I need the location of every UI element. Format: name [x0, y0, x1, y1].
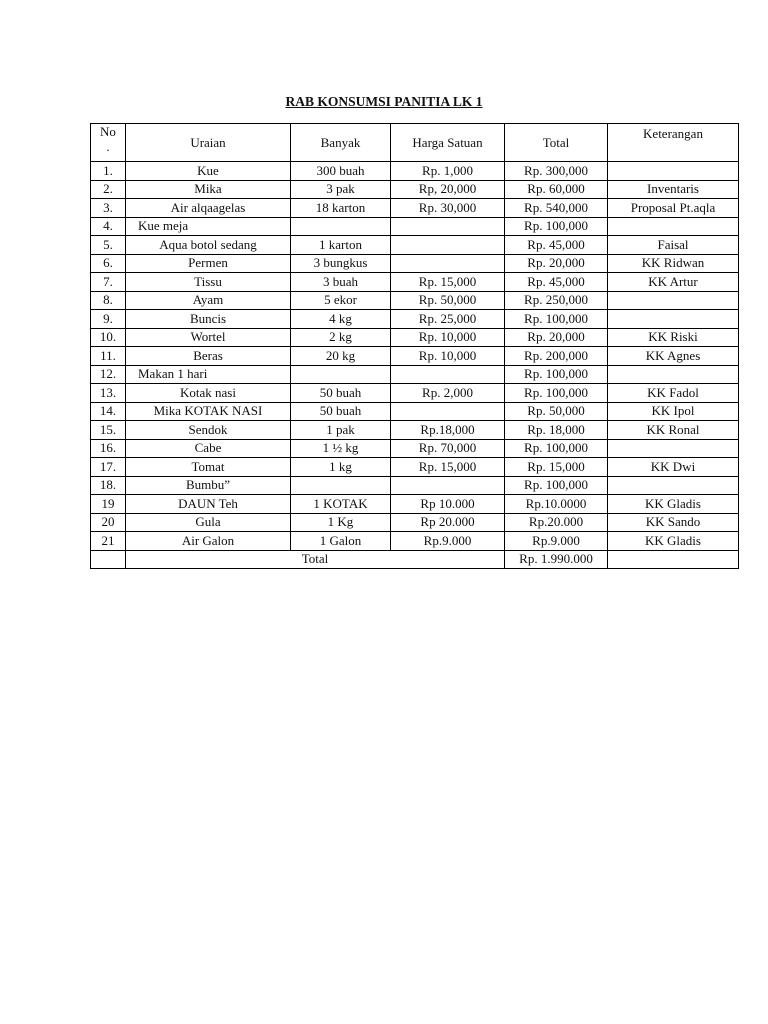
cell-banyak: 1 Kg: [291, 513, 391, 532]
cell-harga-satuan: [391, 476, 505, 495]
cell-harga-satuan: Rp. 10,000: [391, 347, 505, 366]
cell-total: Rp. 100,000: [505, 384, 608, 403]
header-total: Total: [505, 124, 608, 162]
cell-keterangan: KK Sando: [608, 513, 739, 532]
table-row: [91, 476, 739, 495]
cell-no: 17.: [91, 458, 126, 477]
cell-keterangan: KK Gladis: [608, 532, 739, 551]
cell-banyak: 1 ½ kg: [291, 439, 391, 458]
table-total-row: [91, 550, 739, 569]
cell-banyak: 3 pak: [291, 180, 391, 199]
cell-keterangan: KK Riski: [608, 328, 739, 347]
cell-uraian: Permen: [126, 254, 291, 273]
cell-harga-satuan: [391, 217, 505, 236]
cell-uraian: Mika: [126, 180, 291, 199]
cell-total: Rp. 60,000: [505, 180, 608, 199]
cell-banyak: 300 buah: [291, 162, 391, 181]
table-row: [91, 180, 739, 199]
cell-banyak: 2 kg: [291, 328, 391, 347]
cell-uraian: Makan 1 hari: [126, 365, 291, 384]
cell-harga-satuan: Rp.18,000: [391, 421, 505, 440]
cell-total: Rp. 15,000: [505, 458, 608, 477]
header-no: [91, 124, 126, 162]
cell-total: Rp. 100,000: [505, 217, 608, 236]
cell-harga-satuan: Rp. 70,000: [391, 439, 505, 458]
cell-keterangan: KK Dwi: [608, 458, 739, 477]
cell-banyak: [291, 217, 391, 236]
cell-uraian: Tissu: [126, 273, 291, 292]
cell-total: Rp. 20,000: [505, 328, 608, 347]
cell-keterangan: KK Ronal: [608, 421, 739, 440]
cell-total: Rp.20.000: [505, 513, 608, 532]
cell-banyak: 18 karton: [291, 199, 391, 218]
cell-banyak: [291, 365, 391, 384]
cell-uraian: Aqua botol sedang: [126, 236, 291, 255]
table-row: [91, 439, 739, 458]
cell-total: Rp. 100,000: [505, 476, 608, 495]
cell-total: Rp. 300,000: [505, 162, 608, 181]
cell-total: Rp. 540,000: [505, 199, 608, 218]
cell-no: 19: [91, 495, 126, 514]
table-row: [91, 495, 739, 514]
table-row: [91, 254, 739, 273]
cell-uraian: Gula: [126, 513, 291, 532]
cell-uraian: Mika KOTAK NASI: [126, 402, 291, 421]
cell-harga-satuan: [391, 402, 505, 421]
table-row: [91, 365, 739, 384]
cell-harga-satuan: Rp. 25,000: [391, 310, 505, 329]
cell-keterangan: [608, 162, 739, 181]
table-row: [91, 347, 739, 366]
table-header-row: [91, 124, 739, 162]
cell-keterangan: [608, 476, 739, 495]
cell-banyak: 50 buah: [291, 402, 391, 421]
cell-uraian: Buncis: [126, 310, 291, 329]
cell-no: 10.: [91, 328, 126, 347]
table-body: [91, 162, 739, 551]
cell-uraian: Cabe: [126, 439, 291, 458]
table-row: [91, 402, 739, 421]
cell-no: 18.: [91, 476, 126, 495]
document-title: RAB KONSUMSI PANITIA LK 1: [285, 94, 483, 109]
table-row: [91, 199, 739, 218]
cell-total: Rp. 100,000: [505, 365, 608, 384]
cell-harga-satuan: [391, 365, 505, 384]
cell-banyak: 4 kg: [291, 310, 391, 329]
table-row: [91, 217, 739, 236]
cell-harga-satuan: Rp. 15,000: [391, 458, 505, 477]
table-row: [91, 384, 739, 403]
cell-harga-satuan: Rp 20.000: [391, 513, 505, 532]
cell-total: Rp. 50,000: [505, 402, 608, 421]
cell-uraian: Kue meja: [126, 217, 291, 236]
cell-no: 3.: [91, 199, 126, 218]
cell-uraian: Sendok: [126, 421, 291, 440]
table-row: [91, 162, 739, 181]
cell-uraian: Beras: [126, 347, 291, 366]
cell-banyak: 1 pak: [291, 421, 391, 440]
cell-uraian: Kue: [126, 162, 291, 181]
cell-uraian: Air alqaagelas: [126, 199, 291, 218]
cell-keterangan: Faisal: [608, 236, 739, 255]
cell-no: 1.: [91, 162, 126, 181]
cell-uraian: DAUN Teh: [126, 495, 291, 514]
cell-keterangan: KK Fadol: [608, 384, 739, 403]
cell-keterangan: [608, 291, 739, 310]
header-banyak: Banyak: [291, 124, 391, 162]
cell-total: Rp.9.000: [505, 532, 608, 551]
table-row: [91, 421, 739, 440]
cell-no: 12.: [91, 365, 126, 384]
cell-banyak: 3 bungkus: [291, 254, 391, 273]
table-row: [91, 458, 739, 477]
cell-total: Rp. 45,000: [505, 273, 608, 292]
cell-harga-satuan: Rp. 10,000: [391, 328, 505, 347]
cell-banyak: 50 buah: [291, 384, 391, 403]
cell-uraian: Air Galon: [126, 532, 291, 551]
cell-banyak: 1 kg: [291, 458, 391, 477]
cell-no: 4.: [91, 217, 126, 236]
cell-no: 8.: [91, 291, 126, 310]
cell-total: Rp. 250,000: [505, 291, 608, 310]
table-row: [91, 236, 739, 255]
total-row-empty-cell: [91, 550, 126, 569]
cell-no: 15.: [91, 421, 126, 440]
total-row-keterangan-cell: [608, 550, 739, 569]
cell-uraian: Kotak nasi: [126, 384, 291, 403]
cell-no: 21: [91, 532, 126, 551]
table-row: [91, 310, 739, 329]
budget-table: [90, 123, 739, 569]
cell-banyak: 5 ekor: [291, 291, 391, 310]
cell-harga-satuan: Rp. 30,000: [391, 199, 505, 218]
cell-uraian: Ayam: [126, 291, 291, 310]
cell-banyak: 1 Galon: [291, 532, 391, 551]
table-row: [91, 532, 739, 551]
cell-keterangan: Proposal Pt.aqla: [608, 199, 739, 218]
cell-harga-satuan: Rp. 2,000: [391, 384, 505, 403]
cell-keterangan: KK Ipol: [608, 402, 739, 421]
cell-no: 9.: [91, 310, 126, 329]
cell-keterangan: KK Agnes: [608, 347, 739, 366]
cell-keterangan: KK Artur: [608, 273, 739, 292]
cell-keterangan: [608, 217, 739, 236]
cell-keterangan: [608, 365, 739, 384]
header-harga-satuan: Harga Satuan: [391, 124, 505, 162]
cell-no: 11.: [91, 347, 126, 366]
cell-no: 13.: [91, 384, 126, 403]
cell-banyak: 20 kg: [291, 347, 391, 366]
cell-banyak: 3 buah: [291, 273, 391, 292]
cell-no: 20: [91, 513, 126, 532]
cell-no: 5.: [91, 236, 126, 255]
header-no-label: No: [100, 124, 116, 139]
table-row: [91, 328, 739, 347]
cell-uraian: Bumbu”: [126, 476, 291, 495]
cell-uraian: Wortel: [126, 328, 291, 347]
cell-total: Rp.10.0000: [505, 495, 608, 514]
cell-banyak: [291, 476, 391, 495]
cell-harga-satuan: Rp, 20,000: [391, 180, 505, 199]
cell-harga-satuan: [391, 236, 505, 255]
header-uraian: Uraian: [126, 124, 291, 162]
cell-total: Rp. 100,000: [505, 439, 608, 458]
cell-harga-satuan: Rp. 1,000: [391, 162, 505, 181]
cell-keterangan: [608, 439, 739, 458]
total-row-label: Total: [126, 550, 505, 569]
cell-no: 6.: [91, 254, 126, 273]
cell-no: 16.: [91, 439, 126, 458]
table-row: [91, 291, 739, 310]
cell-no: 7.: [91, 273, 126, 292]
cell-keterangan: [608, 310, 739, 329]
cell-harga-satuan: Rp. 15,000: [391, 273, 505, 292]
cell-keterangan: Inventaris: [608, 180, 739, 199]
header-no-dot: .: [106, 139, 110, 154]
cell-harga-satuan: Rp 10.000: [391, 495, 505, 514]
cell-no: 2.: [91, 180, 126, 199]
cell-keterangan: KK Ridwan: [608, 254, 739, 273]
cell-banyak: 1 karton: [291, 236, 391, 255]
table-row: [91, 273, 739, 292]
cell-keterangan: KK Gladis: [608, 495, 739, 514]
cell-banyak: 1 KOTAK: [291, 495, 391, 514]
cell-harga-satuan: [391, 254, 505, 273]
cell-harga-satuan: Rp. 50,000: [391, 291, 505, 310]
total-row-value: Rp. 1.990.000: [505, 550, 608, 569]
cell-uraian: Tomat: [126, 458, 291, 477]
cell-total: Rp. 45,000: [505, 236, 608, 255]
cell-no: 14.: [91, 402, 126, 421]
cell-harga-satuan: Rp.9.000: [391, 532, 505, 551]
cell-total: Rp. 20,000: [505, 254, 608, 273]
cell-total: Rp. 100,000: [505, 310, 608, 329]
cell-total: Rp. 18,000: [505, 421, 608, 440]
header-keterangan: Keterangan: [608, 124, 739, 162]
table-row: [91, 513, 739, 532]
cell-total: Rp. 200,000: [505, 347, 608, 366]
